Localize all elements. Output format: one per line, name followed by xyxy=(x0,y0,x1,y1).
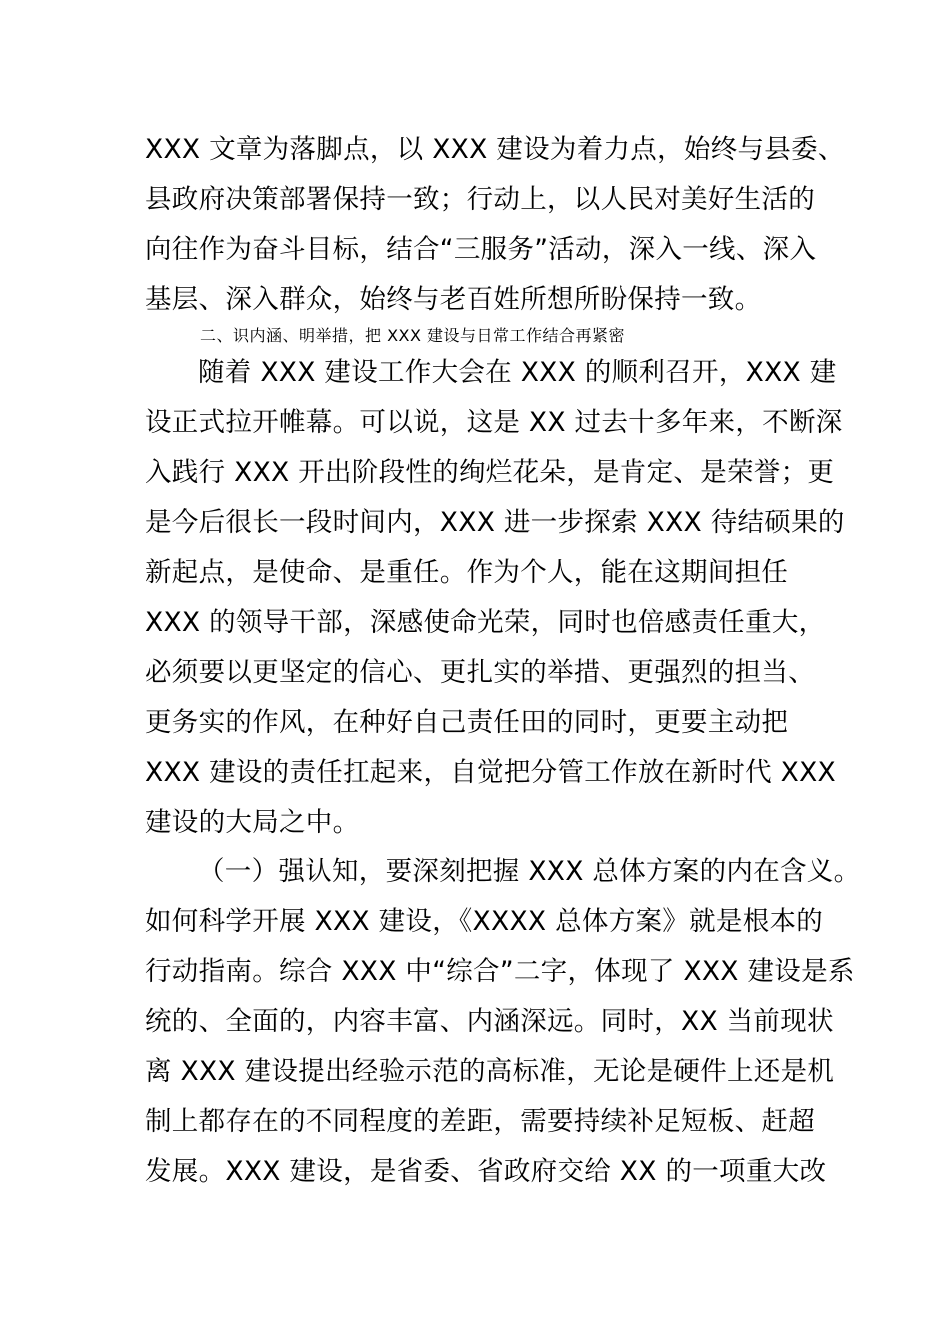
paragraph-2-line-1: 随着 XXX 建设工作大会在 XXX 的顺利召开，XXX 建 xyxy=(198,357,837,388)
paragraph-2-line-7: 必须要以更坚定的信心、更扎实的举措、更强烈的担当、 xyxy=(145,657,815,688)
paragraph-2-line-5: 新起点，是使命、是重任。作为个人，能在这期间担任 xyxy=(145,557,789,588)
paragraph-2-line-9: XXX 建设的责任扛起来，自觉把分管工作放在新时代 XXX xyxy=(145,757,836,788)
paragraph-2-line-4: 是今后很长一段时间内，XXX 进一步探索 XXX 待结硕果的 xyxy=(145,507,845,538)
paragraph-3-line-6: 制上都存在的不同程度的差距，需要持续补足短板、赶超 xyxy=(145,1106,815,1137)
paragraph-2-line-10: 建设的大局之中。 xyxy=(145,807,360,838)
paragraph-3-line-1: （一）强认知，要深刻把握 XXX 总体方案的内在含义。 xyxy=(198,856,861,887)
paragraph-3-line-5: 离 XXX 建设提出经验示范的高标准，无论是硬件上还是机 xyxy=(145,1056,835,1087)
paragraph-2-line-2: 设正式拉开帷幕。可以说，这是 XX 过去十多年来，不断深 xyxy=(145,407,843,438)
paragraph-3-line-7: 发展。XXX 建设，是省委、省政府交给 XX 的一项重大改 xyxy=(145,1156,827,1187)
section-heading: 二、识内涵、明举措，把 XXX 建设与日常工作结合再紧密 xyxy=(200,326,626,345)
paragraph-1-line-3: 向往作为奋斗目标，结合“三服务”活动，深入一线、深入 xyxy=(145,234,817,265)
paragraph-3-line-2: 如何科学开展 XXX 建设，《XXXX 总体方案》就是根本的 xyxy=(145,906,824,937)
paragraph-1-line-2: 县政府决策部署保持一致；行动上，以人民对美好生活的 xyxy=(145,184,815,215)
paragraph-3-line-4: 统的、全面的，内容丰富、内涵深远。同时，XX 当前现状 xyxy=(145,1006,834,1037)
paragraph-2-line-3: 入践行 XXX 开出阶段性的绚烂花朵，是肯定、是荣誉；更 xyxy=(145,457,835,488)
paragraph-2-line-6: XXX 的领导干部，深感使命光荣，同时也倍感责任重大， xyxy=(145,607,826,638)
paragraph-1-line-1: XXX 文章为落脚点，以 XXX 建设为着力点，始终与县委、 xyxy=(145,134,845,165)
paragraph-3-line-3: 行动指南。综合 XXX 中“综合”二字，体现了 XXX 建设是系 xyxy=(145,956,855,987)
paragraph-2-line-8: 更务实的作风，在种好自己责任田的同时，更要主动把 xyxy=(145,707,789,738)
paragraph-1-line-4: 基层、深入群众，始终与老百姓所想所盼保持一致。 xyxy=(145,284,762,315)
